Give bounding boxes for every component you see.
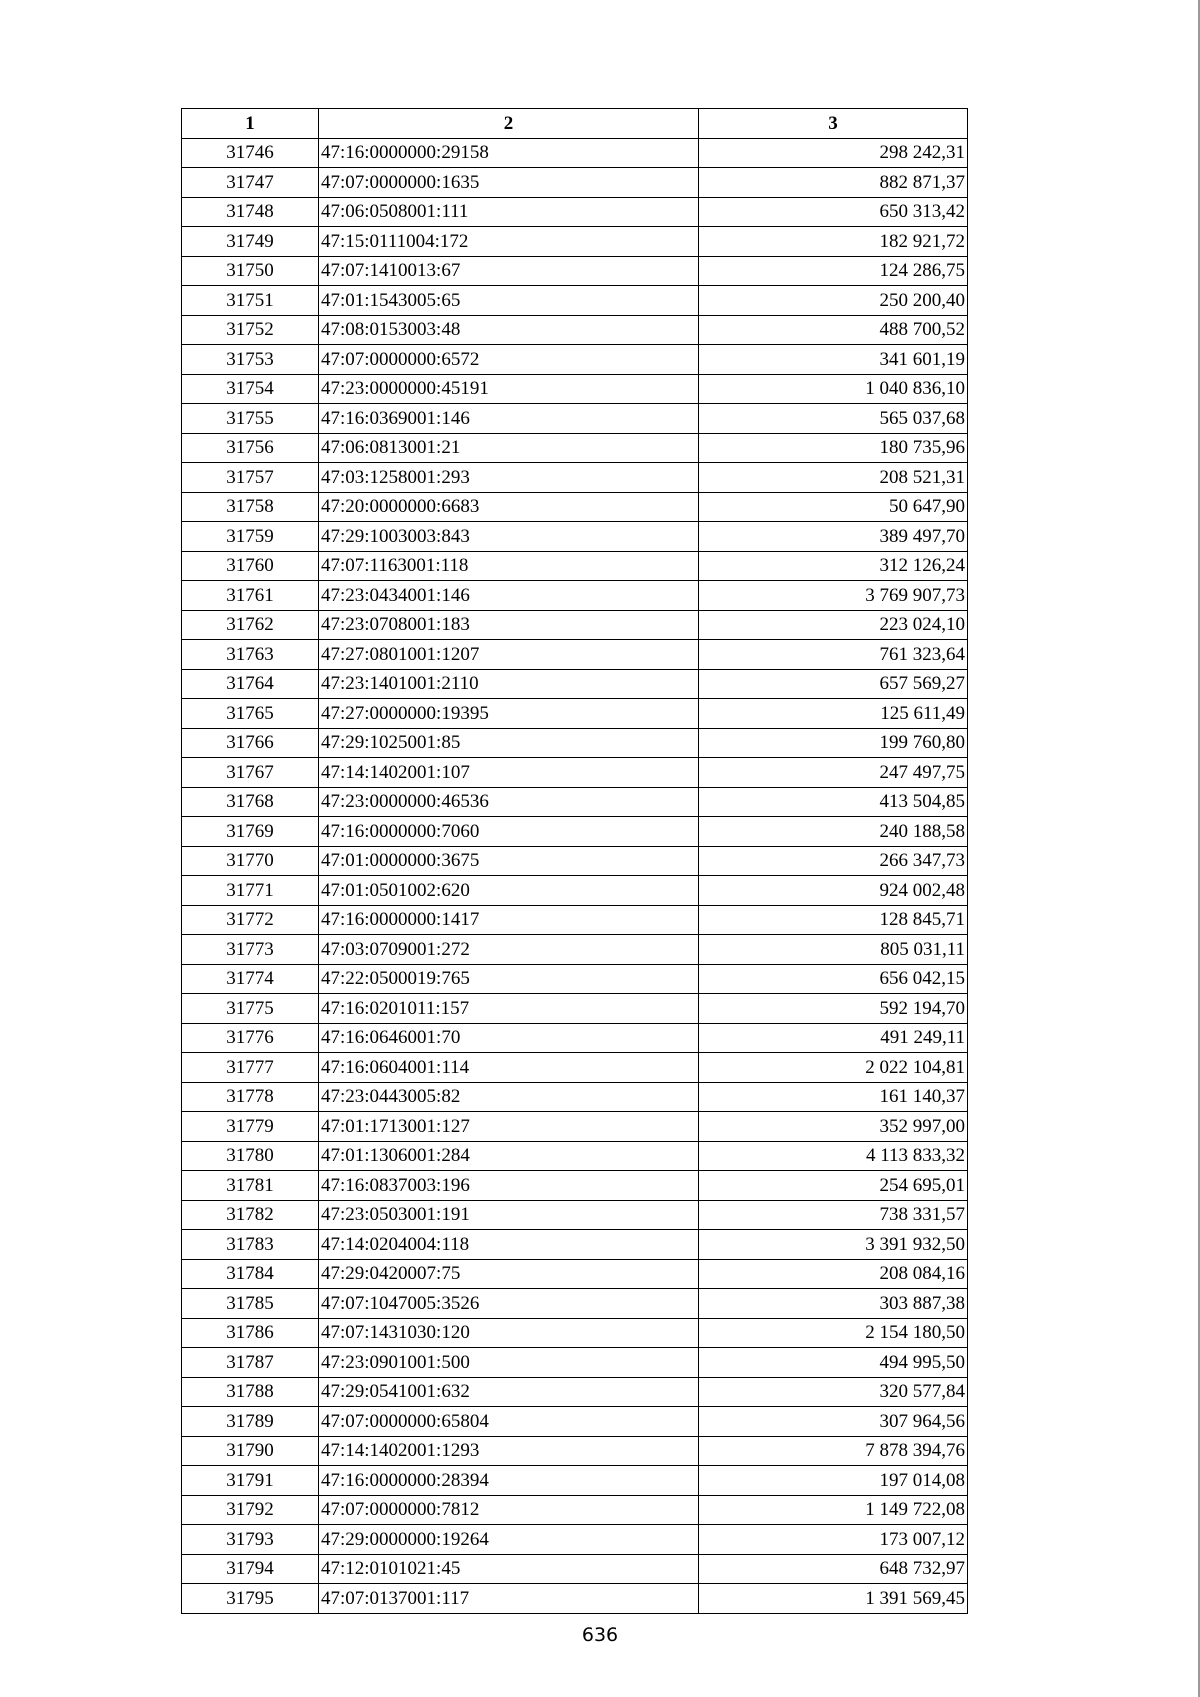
table-row	[182, 817, 968, 847]
table-row	[182, 964, 968, 994]
row-number-cell: 31775	[182, 994, 319, 1024]
cadastral-number-cell: 47:06:0508001:111	[319, 197, 699, 227]
table-row	[182, 699, 968, 729]
cadastral-number-cell: 47:08:0153003:48	[319, 315, 699, 345]
table-row	[182, 581, 968, 611]
row-number-cell: 31779	[182, 1112, 319, 1142]
table-row	[182, 1289, 968, 1319]
value-cell: 320 577,84	[699, 1377, 968, 1407]
value-cell: 592 194,70	[699, 994, 968, 1024]
cadastral-number-cell: 47:29:0000000:19264	[319, 1525, 699, 1555]
value-cell: 208 521,31	[699, 463, 968, 493]
value-cell: 761 323,64	[699, 640, 968, 670]
table-row	[182, 610, 968, 640]
cadastral-number-cell: 47:20:0000000:6683	[319, 492, 699, 522]
row-number-cell: 31788	[182, 1377, 319, 1407]
table-row	[182, 1584, 968, 1614]
table-row	[182, 256, 968, 286]
cadastral-number-cell: 47:14:0204004:118	[319, 1230, 699, 1260]
value-cell: 199 760,80	[699, 728, 968, 758]
data-table	[181, 108, 968, 1614]
cadastral-number-cell: 47:07:1047005:3526	[319, 1289, 699, 1319]
cadastral-number-cell: 47:07:1431030:120	[319, 1318, 699, 1348]
table-row	[182, 728, 968, 758]
row-number-cell: 31763	[182, 640, 319, 670]
table-row	[182, 1554, 968, 1584]
table-row	[182, 315, 968, 345]
row-number-cell: 31772	[182, 905, 319, 935]
value-cell: 389 497,70	[699, 522, 968, 552]
cadastral-number-cell: 47:27:0801001:1207	[319, 640, 699, 670]
table-row	[182, 640, 968, 670]
cadastral-number-cell: 47:23:0503001:191	[319, 1200, 699, 1230]
table-row	[182, 492, 968, 522]
table-header	[182, 109, 968, 139]
cadastral-number-cell: 47:12:0101021:45	[319, 1554, 699, 1584]
table-row	[182, 1407, 968, 1437]
table-row	[182, 758, 968, 788]
value-cell: 650 313,42	[699, 197, 968, 227]
row-number-cell: 31757	[182, 463, 319, 493]
value-cell: 307 964,56	[699, 1407, 968, 1437]
row-number-cell: 31751	[182, 286, 319, 316]
value-cell: 565 037,68	[699, 404, 968, 434]
table-row	[182, 1082, 968, 1112]
table-row	[182, 404, 968, 434]
value-cell: 128 845,71	[699, 905, 968, 935]
cadastral-number-cell: 47:07:0137001:117	[319, 1584, 699, 1614]
row-number-cell: 31756	[182, 433, 319, 463]
table-row	[182, 522, 968, 552]
value-cell: 298 242,31	[699, 138, 968, 168]
cadastral-number-cell: 47:29:1025001:85	[319, 728, 699, 758]
value-cell: 312 126,24	[699, 551, 968, 581]
table-row	[182, 1200, 968, 1230]
row-number-cell: 31795	[182, 1584, 319, 1614]
value-cell: 882 871,37	[699, 168, 968, 198]
table-row	[182, 905, 968, 935]
row-number-cell: 31752	[182, 315, 319, 345]
cadastral-number-cell: 47:16:0646001:70	[319, 1023, 699, 1053]
cadastral-number-cell: 47:16:0369001:146	[319, 404, 699, 434]
row-number-cell: 31768	[182, 787, 319, 817]
row-number-cell: 31749	[182, 227, 319, 257]
value-cell: 50 647,90	[699, 492, 968, 522]
row-number-cell: 31755	[182, 404, 319, 434]
row-number-cell: 31786	[182, 1318, 319, 1348]
table-row	[182, 1053, 968, 1083]
table-row	[182, 1230, 968, 1260]
row-number-cell: 31780	[182, 1141, 319, 1171]
table-row	[182, 286, 968, 316]
table-row	[182, 138, 968, 168]
value-cell: 3 391 932,50	[699, 1230, 968, 1260]
value-cell: 266 347,73	[699, 846, 968, 876]
row-number-cell: 31771	[182, 876, 319, 906]
table-row	[182, 1259, 968, 1289]
cadastral-number-cell: 47:23:0000000:46536	[319, 787, 699, 817]
cadastral-number-cell: 47:07:0000000:6572	[319, 345, 699, 375]
table-row	[182, 197, 968, 227]
value-cell: 124 286,75	[699, 256, 968, 286]
cadastral-number-cell: 47:23:1401001:2110	[319, 669, 699, 699]
value-cell: 161 140,37	[699, 1082, 968, 1112]
cadastral-number-cell: 47:07:0000000:7812	[319, 1495, 699, 1525]
value-cell: 208 084,16	[699, 1259, 968, 1289]
header-row	[182, 109, 968, 139]
cadastral-number-cell: 47:14:1402001:1293	[319, 1436, 699, 1466]
row-number-cell: 31774	[182, 964, 319, 994]
value-cell: 341 601,19	[699, 345, 968, 375]
value-cell: 805 031,11	[699, 935, 968, 965]
value-cell: 656 042,15	[699, 964, 968, 994]
row-number-cell: 31770	[182, 846, 319, 876]
cadastral-number-cell: 47:16:0000000:28394	[319, 1466, 699, 1496]
row-number-cell: 31773	[182, 935, 319, 965]
cadastral-number-cell: 47:01:1713001:127	[319, 1112, 699, 1142]
cadastral-number-cell: 47:03:1258001:293	[319, 463, 699, 493]
cadastral-number-cell: 47:14:1402001:107	[319, 758, 699, 788]
row-number-cell: 31769	[182, 817, 319, 847]
table-row	[182, 1112, 968, 1142]
cadastral-number-cell: 47:27:0000000:19395	[319, 699, 699, 729]
row-number-cell: 31761	[182, 581, 319, 611]
row-number-cell: 31754	[182, 374, 319, 404]
value-cell: 494 995,50	[699, 1348, 968, 1378]
table-row	[182, 227, 968, 257]
table-row	[182, 168, 968, 198]
cadastral-number-cell: 47:01:0501002:620	[319, 876, 699, 906]
value-cell: 254 695,01	[699, 1171, 968, 1201]
cadastral-number-cell: 47:01:1306001:284	[319, 1141, 699, 1171]
cadastral-number-cell: 47:07:1410013:67	[319, 256, 699, 286]
row-number-cell: 31783	[182, 1230, 319, 1260]
row-number-cell: 31746	[182, 138, 319, 168]
row-number-cell: 31747	[182, 168, 319, 198]
cadastral-number-cell: 47:22:0500019:765	[319, 964, 699, 994]
cadastral-number-cell: 47:29:0420007:75	[319, 1259, 699, 1289]
row-number-cell: 31791	[182, 1466, 319, 1496]
row-number-cell: 31787	[182, 1348, 319, 1378]
table-row	[182, 935, 968, 965]
row-number-cell: 31765	[182, 699, 319, 729]
value-cell: 1 149 722,08	[699, 1495, 968, 1525]
value-cell: 924 002,48	[699, 876, 968, 906]
row-number-cell: 31785	[182, 1289, 319, 1319]
table-row	[182, 787, 968, 817]
cadastral-number-cell: 47:03:0709001:272	[319, 935, 699, 965]
value-cell: 488 700,52	[699, 315, 968, 345]
value-cell: 182 921,72	[699, 227, 968, 257]
value-cell: 250 200,40	[699, 286, 968, 316]
column-header-1: 1	[182, 109, 319, 139]
row-number-cell: 31793	[182, 1525, 319, 1555]
table-row	[182, 669, 968, 699]
page-number: 636	[581, 1624, 619, 1646]
cadastral-number-cell: 47:23:0434001:146	[319, 581, 699, 611]
cadastral-number-cell: 47:16:0000000:29158	[319, 138, 699, 168]
cadastral-number-cell: 47:01:0000000:3675	[319, 846, 699, 876]
cadastral-number-cell: 47:29:1003003:843	[319, 522, 699, 552]
value-cell: 352 997,00	[699, 1112, 968, 1142]
row-number-cell: 31778	[182, 1082, 319, 1112]
table-row	[182, 1171, 968, 1201]
value-cell: 240 188,58	[699, 817, 968, 847]
value-cell: 491 249,11	[699, 1023, 968, 1053]
row-number-cell: 31758	[182, 492, 319, 522]
row-number-cell: 31782	[182, 1200, 319, 1230]
value-cell: 247 497,75	[699, 758, 968, 788]
row-number-cell: 31792	[182, 1495, 319, 1525]
table-row	[182, 1348, 968, 1378]
column-header-2: 2	[319, 109, 699, 139]
value-cell: 4 113 833,32	[699, 1141, 968, 1171]
row-number-cell: 31767	[182, 758, 319, 788]
cadastral-number-cell: 47:23:0000000:45191	[319, 374, 699, 404]
table-row	[182, 374, 968, 404]
table-row	[182, 1141, 968, 1171]
table-row	[182, 1525, 968, 1555]
cadastral-number-cell: 47:07:0000000:65804	[319, 1407, 699, 1437]
table-row	[182, 994, 968, 1024]
table-row	[182, 551, 968, 581]
cadastral-number-cell: 47:16:0837003:196	[319, 1171, 699, 1201]
cadastral-number-cell: 47:01:1543005:65	[319, 286, 699, 316]
table-row	[182, 876, 968, 906]
value-cell: 180 735,96	[699, 433, 968, 463]
cadastral-number-cell: 47:16:0201011:157	[319, 994, 699, 1024]
table-row	[182, 433, 968, 463]
table-row	[182, 1023, 968, 1053]
row-number-cell: 31753	[182, 345, 319, 375]
value-cell: 223 024,10	[699, 610, 968, 640]
table-row	[182, 1377, 968, 1407]
value-cell: 173 007,12	[699, 1525, 968, 1555]
value-cell: 125 611,49	[699, 699, 968, 729]
table-row	[182, 1318, 968, 1348]
row-number-cell: 31794	[182, 1554, 319, 1584]
row-number-cell: 31766	[182, 728, 319, 758]
row-number-cell: 31760	[182, 551, 319, 581]
value-cell: 303 887,38	[699, 1289, 968, 1319]
table-row	[182, 1495, 968, 1525]
value-cell: 648 732,97	[699, 1554, 968, 1584]
row-number-cell: 31789	[182, 1407, 319, 1437]
value-cell: 2 154 180,50	[699, 1318, 968, 1348]
row-number-cell: 31764	[182, 669, 319, 699]
cadastral-number-cell: 47:23:0443005:82	[319, 1082, 699, 1112]
row-number-cell: 31790	[182, 1436, 319, 1466]
value-cell: 2 022 104,81	[699, 1053, 968, 1083]
row-number-cell: 31784	[182, 1259, 319, 1289]
row-number-cell: 31762	[182, 610, 319, 640]
table-body	[182, 138, 968, 1613]
row-number-cell: 31750	[182, 256, 319, 286]
value-cell: 1 391 569,45	[699, 1584, 968, 1614]
row-number-cell: 31776	[182, 1023, 319, 1053]
cadastral-number-cell: 47:15:0111004:172	[319, 227, 699, 257]
cadastral-number-cell: 47:23:0901001:500	[319, 1348, 699, 1378]
row-number-cell: 31748	[182, 197, 319, 227]
table-row	[182, 463, 968, 493]
row-number-cell: 31777	[182, 1053, 319, 1083]
row-number-cell: 31781	[182, 1171, 319, 1201]
value-cell: 197 014,08	[699, 1466, 968, 1496]
cadastral-number-cell: 47:23:0708001:183	[319, 610, 699, 640]
cadastral-number-cell: 47:16:0604001:114	[319, 1053, 699, 1083]
value-cell: 413 504,85	[699, 787, 968, 817]
table-row	[182, 846, 968, 876]
cadastral-number-cell: 47:29:0541001:632	[319, 1377, 699, 1407]
cadastral-number-cell: 47:07:0000000:1635	[319, 168, 699, 198]
value-cell: 657 569,27	[699, 669, 968, 699]
cadastral-number-cell: 47:06:0813001:21	[319, 433, 699, 463]
cadastral-number-cell: 47:16:0000000:1417	[319, 905, 699, 935]
value-cell: 7 878 394,76	[699, 1436, 968, 1466]
cadastral-number-cell: 47:16:0000000:7060	[319, 817, 699, 847]
value-cell: 3 769 907,73	[699, 581, 968, 611]
column-header-3: 3	[699, 109, 968, 139]
row-number-cell: 31759	[182, 522, 319, 552]
table-row	[182, 1436, 968, 1466]
value-cell: 738 331,57	[699, 1200, 968, 1230]
table-row	[182, 345, 968, 375]
cadastral-number-cell: 47:07:1163001:118	[319, 551, 699, 581]
value-cell: 1 040 836,10	[699, 374, 968, 404]
table-row	[182, 1466, 968, 1496]
